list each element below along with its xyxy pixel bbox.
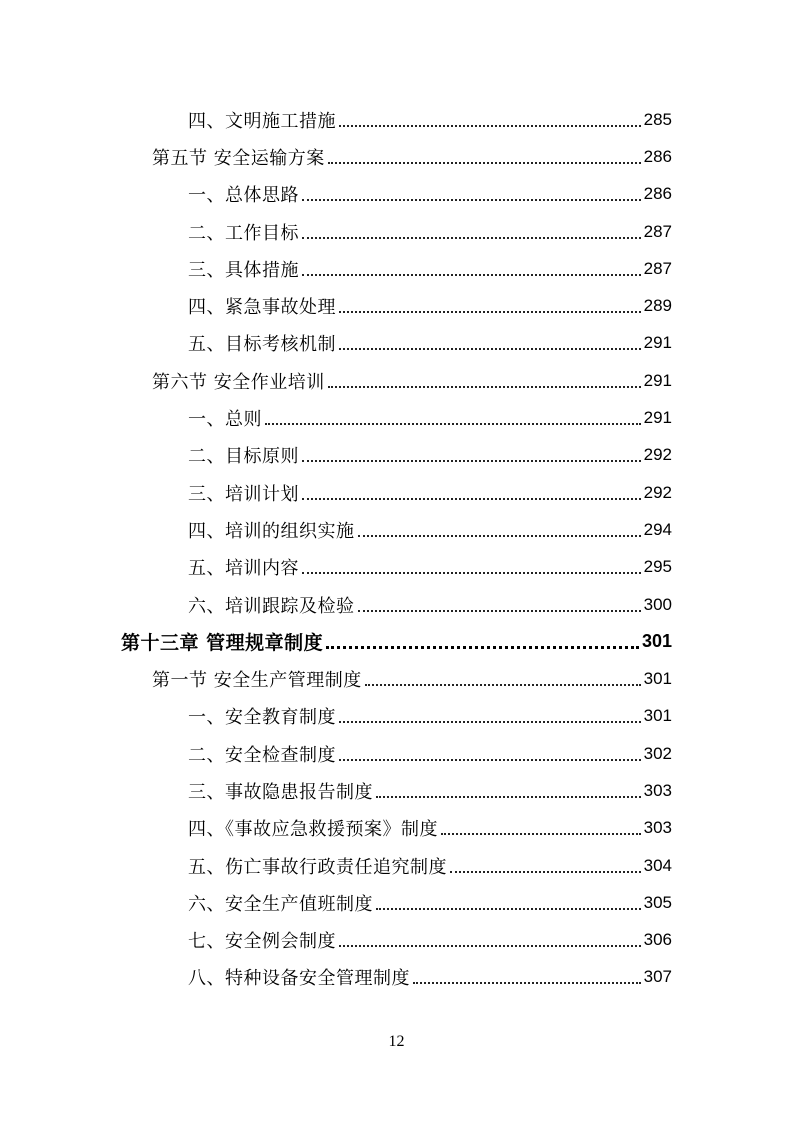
toc-section-entry[interactable] (152, 660, 672, 697)
toc-entry-title: 五、伤亡事故行政责任追究制度 (188, 856, 447, 878)
toc-entry-title: 五、培训内容 (188, 558, 299, 580)
toc-entry-title: 二、安全检查制度 (188, 744, 336, 766)
toc-entry-page: 287 (643, 221, 672, 241)
toc-section-entry[interactable] (152, 138, 672, 175)
toc-entry-page: 305 (643, 892, 672, 912)
toc-entry-title: 八、特种设备安全管理制度 (188, 968, 410, 990)
toc-entry-page: 291 (643, 370, 672, 390)
toc-entry-title: 二、目标原则 (188, 446, 299, 468)
dot-leader (302, 442, 641, 462)
toc-subsection-entry[interactable] (188, 399, 672, 436)
toc-entry-title: 四、培训的组织实施 (188, 520, 355, 542)
page-number: 12 (388, 1033, 405, 1050)
dot-leader (376, 890, 641, 910)
toc-subsection-entry[interactable] (188, 176, 672, 213)
dot-leader (365, 666, 641, 686)
toc-entry-page: 292 (643, 445, 672, 465)
toc-subsection-entry[interactable] (188, 437, 672, 474)
toc-subsection-entry[interactable] (188, 847, 672, 884)
toc-entry-title: 三、事故隐患报告制度 (188, 781, 373, 803)
toc-entry-title: 六、培训跟踪及检验 (188, 595, 355, 617)
toc-subsection-entry[interactable] (188, 101, 672, 138)
dot-leader (450, 853, 641, 873)
toc-subsection-entry[interactable] (188, 250, 672, 287)
toc-entry-page: 285 (643, 109, 672, 129)
toc-section-entry[interactable] (152, 362, 672, 399)
dot-leader (326, 628, 639, 649)
toc-entry-title: 七、安全例会制度 (188, 931, 336, 953)
toc-entry-page: 301 (643, 669, 672, 689)
toc-entry-page: 292 (643, 482, 672, 502)
dot-leader (339, 741, 641, 761)
toc-subsection-entry[interactable] (188, 474, 672, 511)
dot-leader (328, 368, 641, 388)
table-of-contents (0, 101, 793, 996)
toc-subsection-entry[interactable] (188, 549, 672, 586)
toc-subsection-entry[interactable] (188, 698, 672, 735)
toc-entry-page: 307 (643, 967, 672, 987)
dot-leader (376, 778, 641, 798)
toc-entry-title: 一、安全教育制度 (188, 707, 336, 729)
toc-entry-page: 301 (643, 706, 672, 726)
dot-leader (441, 815, 641, 835)
toc-subsection-entry[interactable] (188, 735, 672, 772)
dot-leader (302, 554, 641, 574)
toc-subsection-entry[interactable] (188, 511, 672, 548)
toc-entry-title: 四、紧急事故处理 (188, 297, 336, 319)
toc-entry-page: 304 (643, 855, 672, 875)
toc-entry-title: 第五节 安全运输方案 (152, 147, 325, 169)
toc-entry-page: 302 (643, 743, 672, 763)
toc-subsection-entry[interactable] (188, 959, 672, 996)
toc-entry-page: 295 (643, 557, 672, 577)
toc-chapter-entry[interactable] (121, 623, 672, 660)
toc-entry-page: 286 (643, 184, 672, 204)
toc-entry-title: 三、具体措施 (188, 259, 299, 281)
dot-leader (339, 703, 641, 723)
dot-leader (302, 256, 641, 276)
toc-entry-title: 第一节 安全生产管理制度 (152, 670, 362, 692)
dot-leader (302, 480, 641, 500)
toc-entry-page: 303 (643, 780, 672, 800)
dot-leader (328, 144, 641, 164)
toc-entry-page: 291 (643, 408, 672, 428)
dot-leader (339, 107, 641, 127)
toc-entry-title: 六、安全生产值班制度 (188, 893, 373, 915)
toc-entry-page: 294 (643, 519, 672, 539)
dot-leader (265, 405, 641, 425)
dot-leader (358, 592, 641, 612)
toc-subsection-entry[interactable] (188, 922, 672, 959)
dot-leader (358, 517, 641, 537)
toc-subsection-entry[interactable] (188, 810, 672, 847)
toc-entry-title: 一、总体思路 (188, 185, 299, 207)
dot-leader (339, 330, 641, 350)
toc-subsection-entry[interactable] (188, 287, 672, 324)
toc-entry-title: 二、工作目标 (188, 222, 299, 244)
toc-entry-page: 303 (643, 818, 672, 838)
toc-entry-page: 301 (641, 631, 672, 652)
toc-subsection-entry[interactable] (188, 325, 672, 362)
dot-leader (339, 927, 641, 947)
toc-entry-title: 第六节 安全作业培训 (152, 371, 325, 393)
toc-entry-page: 291 (643, 333, 672, 353)
toc-entry-title: 三、培训计划 (188, 483, 299, 505)
dot-leader (413, 964, 641, 984)
toc-entry-page: 287 (643, 258, 672, 278)
toc-entry-page: 286 (643, 146, 672, 166)
toc-entry-title: 四、《事故应急救援预案》制度 (188, 819, 438, 841)
dot-leader (302, 219, 641, 239)
toc-subsection-entry[interactable] (188, 884, 672, 921)
toc-subsection-entry[interactable] (188, 772, 672, 809)
toc-entry-page: 306 (643, 930, 672, 950)
dot-leader (339, 293, 641, 313)
toc-entry-title: 五、目标考核机制 (188, 334, 336, 356)
toc-subsection-entry[interactable] (188, 586, 672, 623)
toc-entry-title: 一、总则 (188, 409, 262, 431)
toc-entry-title: 四、文明施工措施 (188, 110, 336, 132)
toc-entry-title: 第十三章 管理规章制度 (121, 632, 324, 655)
toc-entry-page: 289 (643, 296, 672, 316)
dot-leader (302, 181, 641, 201)
toc-entry-page: 300 (643, 594, 672, 614)
toc-subsection-entry[interactable] (188, 213, 672, 250)
